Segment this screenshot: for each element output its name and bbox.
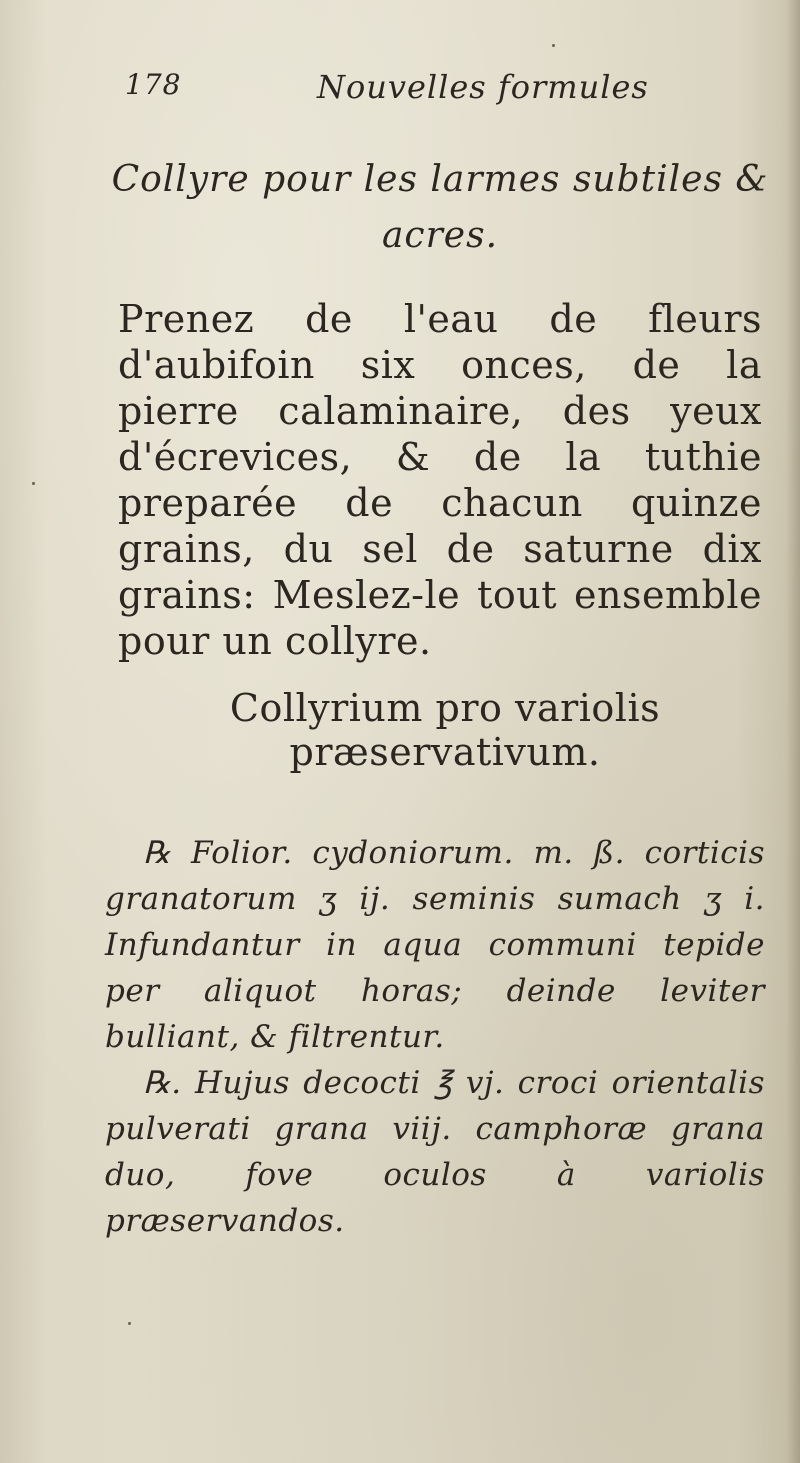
page-edge-shadow [786,0,800,1463]
paper-speck [128,1322,131,1325]
section-title-collyrium: Collyrium pro variolis præservativum. [229,686,661,774]
page-header [125,68,745,108]
paper-speck [32,482,35,485]
recipe-2-text: ℞. Hujus decocti ℥ vj. croci orientalis pulverati grana viij. camphoræ grana duo, fove oculos à variolis præservandos. [105,1065,765,1239]
recipe-1-text: ℞ Folior. cydoniorum. m. ß. corticis granatorum ʒ ij. seminis sumach ʒ i. Infundantur in aqua communi tepide per aliquot horas; deinde leviter bulliant, & filtrentur. [105,835,765,1055]
recipe-paragraph-1 [105,830,765,1060]
paper-speck [552,44,555,47]
page-number: 178 [125,68,182,101]
section-title-collyre: Collyre pour les larmes subtiles & acres. [111,159,769,256]
collyre-instructions: Prenez de l'eau de fleurs d'aubifoin six onces, de la pierre calaminaire, des yeux d'écrevices, & de la tuthie preparée de chacun quinze grains, du sel de saturne dix grains: Meslez-le tout ensemble pour un collyre. [118,297,762,663]
recipe-paragraph-2 [105,1060,765,1244]
running-head: Nouvelles formules [317,68,649,106]
